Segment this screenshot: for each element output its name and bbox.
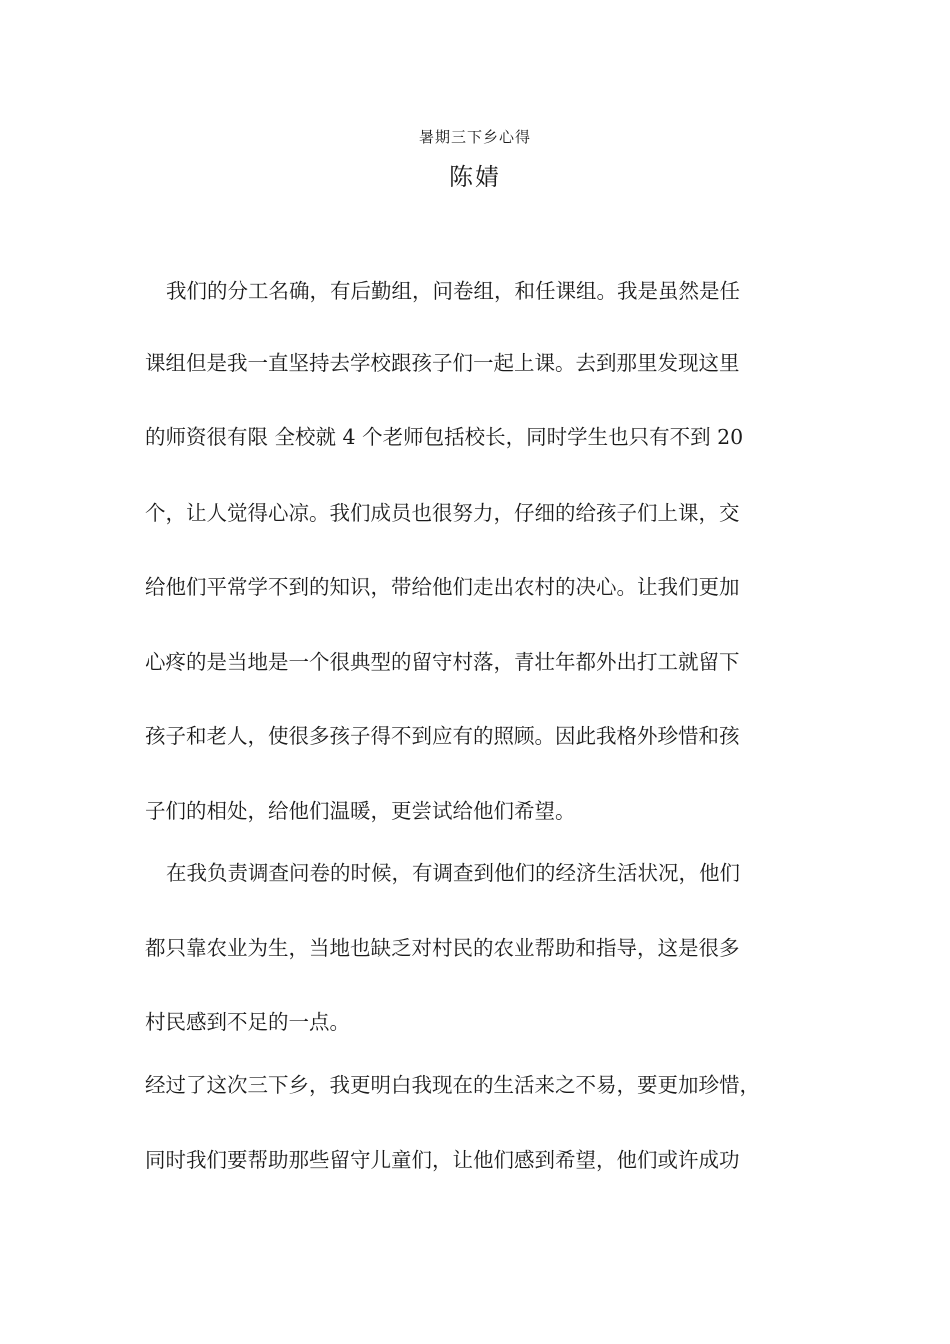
paragraph-line: 孩子和老人，使很多孩子得不到应有的照顾。因此我格外珍惜和孩 xyxy=(145,724,740,748)
paragraph-line: 都只靠农业为生，当地也缺乏对村民的农业帮助和指导，这是很多 xyxy=(145,936,740,960)
paragraph-line: 我们的分工名确，有后勤组，问卷组，和任课组。我是虽然是任 xyxy=(166,279,740,303)
paragraph-line: 给他们平常学不到的知识，带给他们走出农村的决心。让我们更加 xyxy=(145,575,740,599)
paragraph-line: 的师资很有限 全校就 4 个老师包括校长，同时学生也只有不到 20 xyxy=(145,425,744,449)
paragraph-line: 在我负责调查问卷的时候，有调查到他们的经济生活状况，他们 xyxy=(166,861,740,885)
paragraph-line: 个，让人觉得心凉。我们成员也很努力，仔细的给孩子们上课，交 xyxy=(145,501,740,525)
paragraph-line: 村民感到不足的一点。 xyxy=(145,1010,350,1034)
paragraph-line: 心疼的是当地是一个很典型的留守村落，青壮年都外出打工就留下 xyxy=(145,650,740,674)
document-title: 暑期三下乡心得 xyxy=(418,128,531,146)
paragraph-line: 经过了这次三下乡，我更明白我现在的生活来之不易，要更加珍惜， xyxy=(145,1073,760,1097)
paragraph-line: 课组但是我一直坚持去学校跟孩子们一起上课。去到那里发现这里 xyxy=(145,351,740,375)
paragraph-line: 子们的相处，给他们温暖，更尝试给他们希望。 xyxy=(145,799,576,823)
paragraph-line: 同时我们要帮助那些留守儿童们，让他们感到希望，他们或许成功 xyxy=(145,1148,740,1172)
document-author: 陈婧 xyxy=(449,163,501,191)
